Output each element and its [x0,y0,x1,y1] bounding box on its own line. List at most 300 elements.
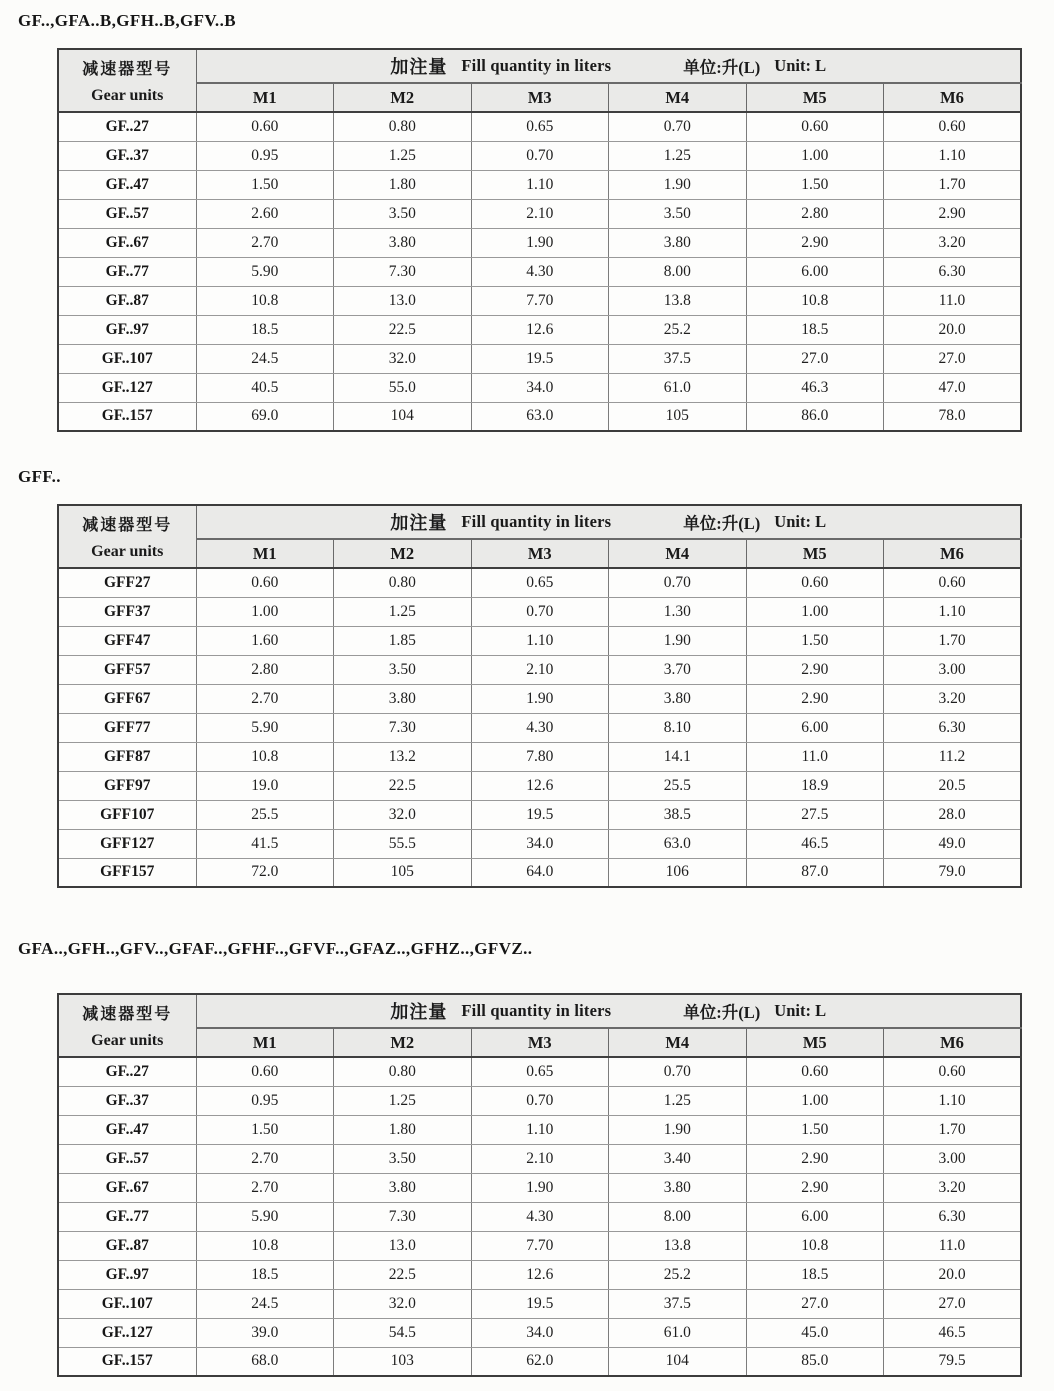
value-cell: 1.10 [471,626,609,655]
value-cell: 63.0 [609,829,747,858]
value-cell: 11.0 [884,1231,1022,1260]
value-cell: 10.8 [746,1231,884,1260]
value-cell: 0.60 [746,568,884,597]
value-cell: 22.5 [334,315,472,344]
table-row [58,344,1021,373]
value-cell: 24.5 [196,344,334,373]
value-cell: 5.90 [196,713,334,742]
table-row [58,1289,1021,1318]
value-cell: 1.50 [746,170,884,199]
value-cell: 1.00 [196,597,334,626]
gear-units-label-en: Gear units [91,543,164,560]
value-cell: 7.70 [471,286,609,315]
table-row [58,568,1021,597]
value-cell: 79.0 [884,858,1022,887]
value-cell: 72.0 [196,858,334,887]
model-cell: GF..107 [58,344,196,373]
value-cell: 1.10 [884,141,1022,170]
value-cell: 78.0 [884,402,1022,431]
gear-units-label-zh: 减速器型号 [82,61,173,78]
column-header: M6 [884,1028,1022,1057]
value-cell: 0.60 [196,112,334,141]
value-cell: 32.0 [334,344,472,373]
value-cell: 3.50 [334,1144,472,1173]
value-cell: 5.90 [196,257,334,286]
fill-quantity-table [57,504,1022,888]
value-cell: 45.0 [746,1318,884,1347]
fill-quantity-table [57,48,1022,432]
value-cell: 1.50 [746,626,884,655]
value-cell: 85.0 [746,1347,884,1376]
column-header-row [58,539,1021,568]
value-cell: 13.8 [609,286,747,315]
value-cell: 19.0 [196,771,334,800]
value-cell: 12.6 [471,1260,609,1289]
catalog-section [0,938,1054,1377]
column-header: M6 [884,539,1022,568]
value-cell: 55.5 [334,829,472,858]
value-cell: 1.90 [609,626,747,655]
gear-units-label-en: Gear units [91,1032,164,1049]
value-cell: 47.0 [884,373,1022,402]
model-cell: GF..87 [58,1231,196,1260]
value-cell: 12.6 [471,771,609,800]
model-cell: GFF37 [58,597,196,626]
value-cell: 1.50 [196,1115,334,1144]
value-cell: 1.00 [746,597,884,626]
value-cell: 0.65 [471,112,609,141]
value-cell: 13.0 [334,1231,472,1260]
value-cell: 1.80 [334,170,472,199]
value-cell: 11.0 [884,286,1022,315]
table-row [58,286,1021,315]
column-header: M6 [884,83,1022,112]
model-cell: GF..157 [58,1347,196,1376]
value-cell: 1.90 [471,1173,609,1202]
value-cell: 22.5 [334,771,472,800]
value-cell: 3.20 [884,1173,1022,1202]
value-cell: 4.30 [471,1202,609,1231]
value-cell: 18.5 [196,1260,334,1289]
model-cell: GFF157 [58,858,196,887]
table-row [58,228,1021,257]
value-cell: 87.0 [746,858,884,887]
column-header: M1 [196,83,334,112]
model-cell: GF..97 [58,315,196,344]
column-header-row [58,1028,1021,1057]
column-header: M3 [471,539,609,568]
value-cell: 1.25 [334,597,472,626]
value-cell: 20.0 [884,315,1022,344]
value-cell: 18.9 [746,771,884,800]
value-cell: 4.30 [471,257,609,286]
model-cell: GF..57 [58,1144,196,1173]
value-cell: 11.0 [746,742,884,771]
value-cell: 86.0 [746,402,884,431]
value-cell: 1.00 [746,141,884,170]
value-cell: 1.70 [884,1115,1022,1144]
value-cell: 27.0 [884,1289,1022,1318]
fill-quantity-label-en: Fill quantity in liters [461,1001,612,1020]
value-cell: 4.30 [471,713,609,742]
value-cell: 25.5 [196,800,334,829]
fill-quantity-label-zh: 加注量 [390,1002,448,1022]
value-cell: 0.65 [471,1057,609,1086]
model-cell: GF..67 [58,1173,196,1202]
column-header: M5 [746,83,884,112]
value-cell: 24.5 [196,1289,334,1318]
column-header: M3 [471,83,609,112]
value-cell: 2.90 [746,1144,884,1173]
table-row [58,1173,1021,1202]
table-header [58,505,1021,568]
value-cell: 13.2 [334,742,472,771]
table-row [58,257,1021,286]
value-cell: 69.0 [196,402,334,431]
model-cell: GFF67 [58,684,196,713]
value-cell: 0.60 [196,1057,334,1086]
value-cell: 0.60 [196,568,334,597]
value-cell: 46.5 [884,1318,1022,1347]
model-cell: GF..77 [58,257,196,286]
table-row [58,626,1021,655]
catalog-section [0,466,1054,888]
value-cell: 19.5 [471,344,609,373]
value-cell: 10.8 [196,1231,334,1260]
value-cell: 1.00 [746,1086,884,1115]
value-cell: 3.50 [609,199,747,228]
gear-units-label-zh: 减速器型号 [82,1006,173,1023]
value-cell: 0.95 [196,1086,334,1115]
table-row [58,742,1021,771]
table-row [58,1086,1021,1115]
value-cell: 8.10 [609,713,747,742]
table-row [58,771,1021,800]
table-row [58,829,1021,858]
column-header: M2 [334,83,472,112]
value-cell: 49.0 [884,829,1022,858]
fill-quantity-label-en: Fill quantity in liters [461,512,612,531]
value-cell: 0.70 [471,141,609,170]
column-header: M2 [334,539,472,568]
table-row [58,1231,1021,1260]
gear-units-label-zh: 减速器型号 [82,517,173,534]
column-header: M5 [746,1028,884,1057]
column-header: M5 [746,539,884,568]
value-cell: 0.80 [334,568,472,597]
value-cell: 0.95 [196,141,334,170]
value-cell: 2.90 [746,228,884,257]
value-cell: 0.70 [609,1057,747,1086]
value-cell: 8.00 [609,257,747,286]
table-row [58,402,1021,431]
fill-quantity-header-cell [196,994,1021,1028]
unit-label-zh: 单位:升(L) [683,58,761,77]
value-cell: 3.50 [334,655,472,684]
table-body [58,112,1021,431]
value-cell: 6.00 [746,1202,884,1231]
value-cell: 2.10 [471,1144,609,1173]
model-cell: GF..27 [58,1057,196,1086]
gear-units-header-cell [58,994,196,1057]
column-header: M4 [609,83,747,112]
value-cell: 61.0 [609,373,747,402]
value-cell: 1.85 [334,626,472,655]
model-cell: GF..77 [58,1202,196,1231]
table-row [58,199,1021,228]
value-cell: 25.5 [609,771,747,800]
value-cell: 1.80 [334,1115,472,1144]
model-cell: GFF97 [58,771,196,800]
value-cell: 105 [609,402,747,431]
model-cell: GFF47 [58,626,196,655]
model-cell: GF..47 [58,1115,196,1144]
value-cell: 2.90 [746,1173,884,1202]
value-cell: 7.80 [471,742,609,771]
value-cell: 37.5 [609,1289,747,1318]
value-cell: 0.70 [609,112,747,141]
value-cell: 27.5 [746,800,884,829]
value-cell: 18.5 [746,1260,884,1289]
value-cell: 20.5 [884,771,1022,800]
value-cell: 46.3 [746,373,884,402]
value-cell: 3.80 [334,228,472,257]
table-row [58,1144,1021,1173]
value-cell: 25.2 [609,1260,747,1289]
value-cell: 13.0 [334,286,472,315]
model-cell: GFF57 [58,655,196,684]
fill-quantity-label-en: Fill quantity in liters [461,56,612,75]
value-cell: 68.0 [196,1347,334,1376]
table-row [58,373,1021,402]
gear-units-header-cell [58,49,196,112]
model-cell: GFF77 [58,713,196,742]
table-row [58,315,1021,344]
value-cell: 27.0 [884,344,1022,373]
model-cell: GF..67 [58,228,196,257]
value-cell: 7.30 [334,713,472,742]
model-cell: GFF87 [58,742,196,771]
value-cell: 3.80 [609,228,747,257]
value-cell: 39.0 [196,1318,334,1347]
value-cell: 11.2 [884,742,1022,771]
value-cell: 34.0 [471,373,609,402]
model-cell: GF..37 [58,141,196,170]
table-row [58,800,1021,829]
value-cell: 14.1 [609,742,747,771]
value-cell: 0.70 [471,597,609,626]
model-cell: GFF27 [58,568,196,597]
value-cell: 1.90 [471,684,609,713]
value-cell: 3.80 [334,684,472,713]
value-cell: 0.80 [334,112,472,141]
value-cell: 1.90 [609,170,747,199]
value-cell: 18.5 [746,315,884,344]
value-cell: 1.25 [334,141,472,170]
value-cell: 1.50 [196,170,334,199]
unit-label-zh: 单位:升(L) [683,514,761,533]
value-cell: 10.8 [746,286,884,315]
value-cell: 2.90 [746,655,884,684]
value-cell: 37.5 [609,344,747,373]
value-cell: 3.00 [884,1144,1022,1173]
model-cell: GF..107 [58,1289,196,1318]
table-row [58,597,1021,626]
value-cell: 13.8 [609,1231,747,1260]
fill-quantity-table [57,993,1022,1377]
value-cell: 8.00 [609,1202,747,1231]
value-cell: 1.25 [609,1086,747,1115]
value-cell: 104 [334,402,472,431]
value-cell: 19.5 [471,1289,609,1318]
value-cell: 41.5 [196,829,334,858]
model-cell: GF..27 [58,112,196,141]
gear-units-label-en: Gear units [91,87,164,104]
value-cell: 2.70 [196,1173,334,1202]
value-cell: 3.00 [884,655,1022,684]
value-cell: 6.00 [746,257,884,286]
table-row [58,1318,1021,1347]
value-cell: 0.60 [884,112,1022,141]
section-title: GF..,GFA..B,GFH..B,GFV..B [18,11,236,30]
value-cell: 1.10 [884,1086,1022,1115]
catalog-section [0,10,1054,432]
model-cell: GF..157 [58,402,196,431]
table-row [58,1260,1021,1289]
value-cell: 6.30 [884,1202,1022,1231]
value-cell: 2.70 [196,1144,334,1173]
value-cell: 106 [609,858,747,887]
model-cell: GF..37 [58,1086,196,1115]
value-cell: 27.0 [746,344,884,373]
model-cell: GF..127 [58,373,196,402]
value-cell: 55.0 [334,373,472,402]
value-cell: 1.60 [196,626,334,655]
value-cell: 0.80 [334,1057,472,1086]
table-row [58,141,1021,170]
value-cell: 38.5 [609,800,747,829]
table-row [58,1347,1021,1376]
value-cell: 1.10 [471,1115,609,1144]
value-cell: 105 [334,858,472,887]
value-cell: 0.60 [884,1057,1022,1086]
value-cell: 1.70 [884,626,1022,655]
model-cell: GFF107 [58,800,196,829]
unit-label-en: Unit: L [774,512,827,531]
value-cell: 7.30 [334,257,472,286]
section-title: GFF.. [18,467,61,486]
table-row [58,858,1021,887]
column-header: M4 [609,1028,747,1057]
value-cell: 3.80 [334,1173,472,1202]
value-cell: 0.70 [471,1086,609,1115]
value-cell: 20.0 [884,1260,1022,1289]
table-row [58,684,1021,713]
table-row [58,170,1021,199]
value-cell: 104 [609,1347,747,1376]
value-cell: 7.70 [471,1231,609,1260]
value-cell: 28.0 [884,800,1022,829]
value-cell: 3.50 [334,199,472,228]
value-cell: 2.90 [884,199,1022,228]
value-cell: 3.20 [884,228,1022,257]
value-cell: 2.90 [746,684,884,713]
value-cell: 2.10 [471,655,609,684]
value-cell: 40.5 [196,373,334,402]
value-cell: 103 [334,1347,472,1376]
value-cell: 3.80 [609,684,747,713]
value-cell: 3.40 [609,1144,747,1173]
value-cell: 6.30 [884,713,1022,742]
table-row [58,1057,1021,1086]
value-cell: 3.70 [609,655,747,684]
value-cell: 6.30 [884,257,1022,286]
fill-quantity-header-cell [196,49,1021,83]
column-header: M2 [334,1028,472,1057]
value-cell: 3.80 [609,1173,747,1202]
span-header-row [58,505,1021,539]
table-row [58,1115,1021,1144]
model-cell: GF..127 [58,1318,196,1347]
value-cell: 1.25 [609,141,747,170]
value-cell: 2.70 [196,684,334,713]
value-cell: 2.60 [196,199,334,228]
value-cell: 1.90 [471,228,609,257]
value-cell: 0.60 [746,112,884,141]
section-title: GFA..,GFH..,GFV..,GFAF..,GFHF..,GFVF..,GFAZ..,GFHZ..,GFVZ.. [18,939,533,958]
fill-quantity-label-zh: 加注量 [390,57,448,77]
value-cell: 10.8 [196,742,334,771]
model-cell: GFF127 [58,829,196,858]
value-cell: 1.50 [746,1115,884,1144]
value-cell: 5.90 [196,1202,334,1231]
value-cell: 1.70 [884,170,1022,199]
value-cell: 1.10 [884,597,1022,626]
value-cell: 27.0 [746,1289,884,1318]
fill-quantity-label-zh: 加注量 [390,513,448,533]
value-cell: 63.0 [471,402,609,431]
value-cell: 10.8 [196,286,334,315]
gear-units-header-cell [58,505,196,568]
value-cell: 1.10 [471,170,609,199]
table-row [58,1202,1021,1231]
value-cell: 12.6 [471,315,609,344]
table-body [58,568,1021,887]
model-cell: GF..47 [58,170,196,199]
table-row [58,112,1021,141]
value-cell: 32.0 [334,1289,472,1318]
table-row [58,655,1021,684]
value-cell: 0.60 [746,1057,884,1086]
value-cell: 34.0 [471,829,609,858]
unit-label-zh: 单位:升(L) [683,1003,761,1022]
value-cell: 54.5 [334,1318,472,1347]
value-cell: 46.5 [746,829,884,858]
span-header-row [58,994,1021,1028]
value-cell: 61.0 [609,1318,747,1347]
value-cell: 22.5 [334,1260,472,1289]
fill-quantity-header-cell [196,505,1021,539]
value-cell: 34.0 [471,1318,609,1347]
span-header-row [58,49,1021,83]
value-cell: 2.70 [196,228,334,257]
value-cell: 6.00 [746,713,884,742]
column-header-row [58,83,1021,112]
value-cell: 79.5 [884,1347,1022,1376]
value-cell: 19.5 [471,800,609,829]
model-cell: GF..57 [58,199,196,228]
column-header: M4 [609,539,747,568]
